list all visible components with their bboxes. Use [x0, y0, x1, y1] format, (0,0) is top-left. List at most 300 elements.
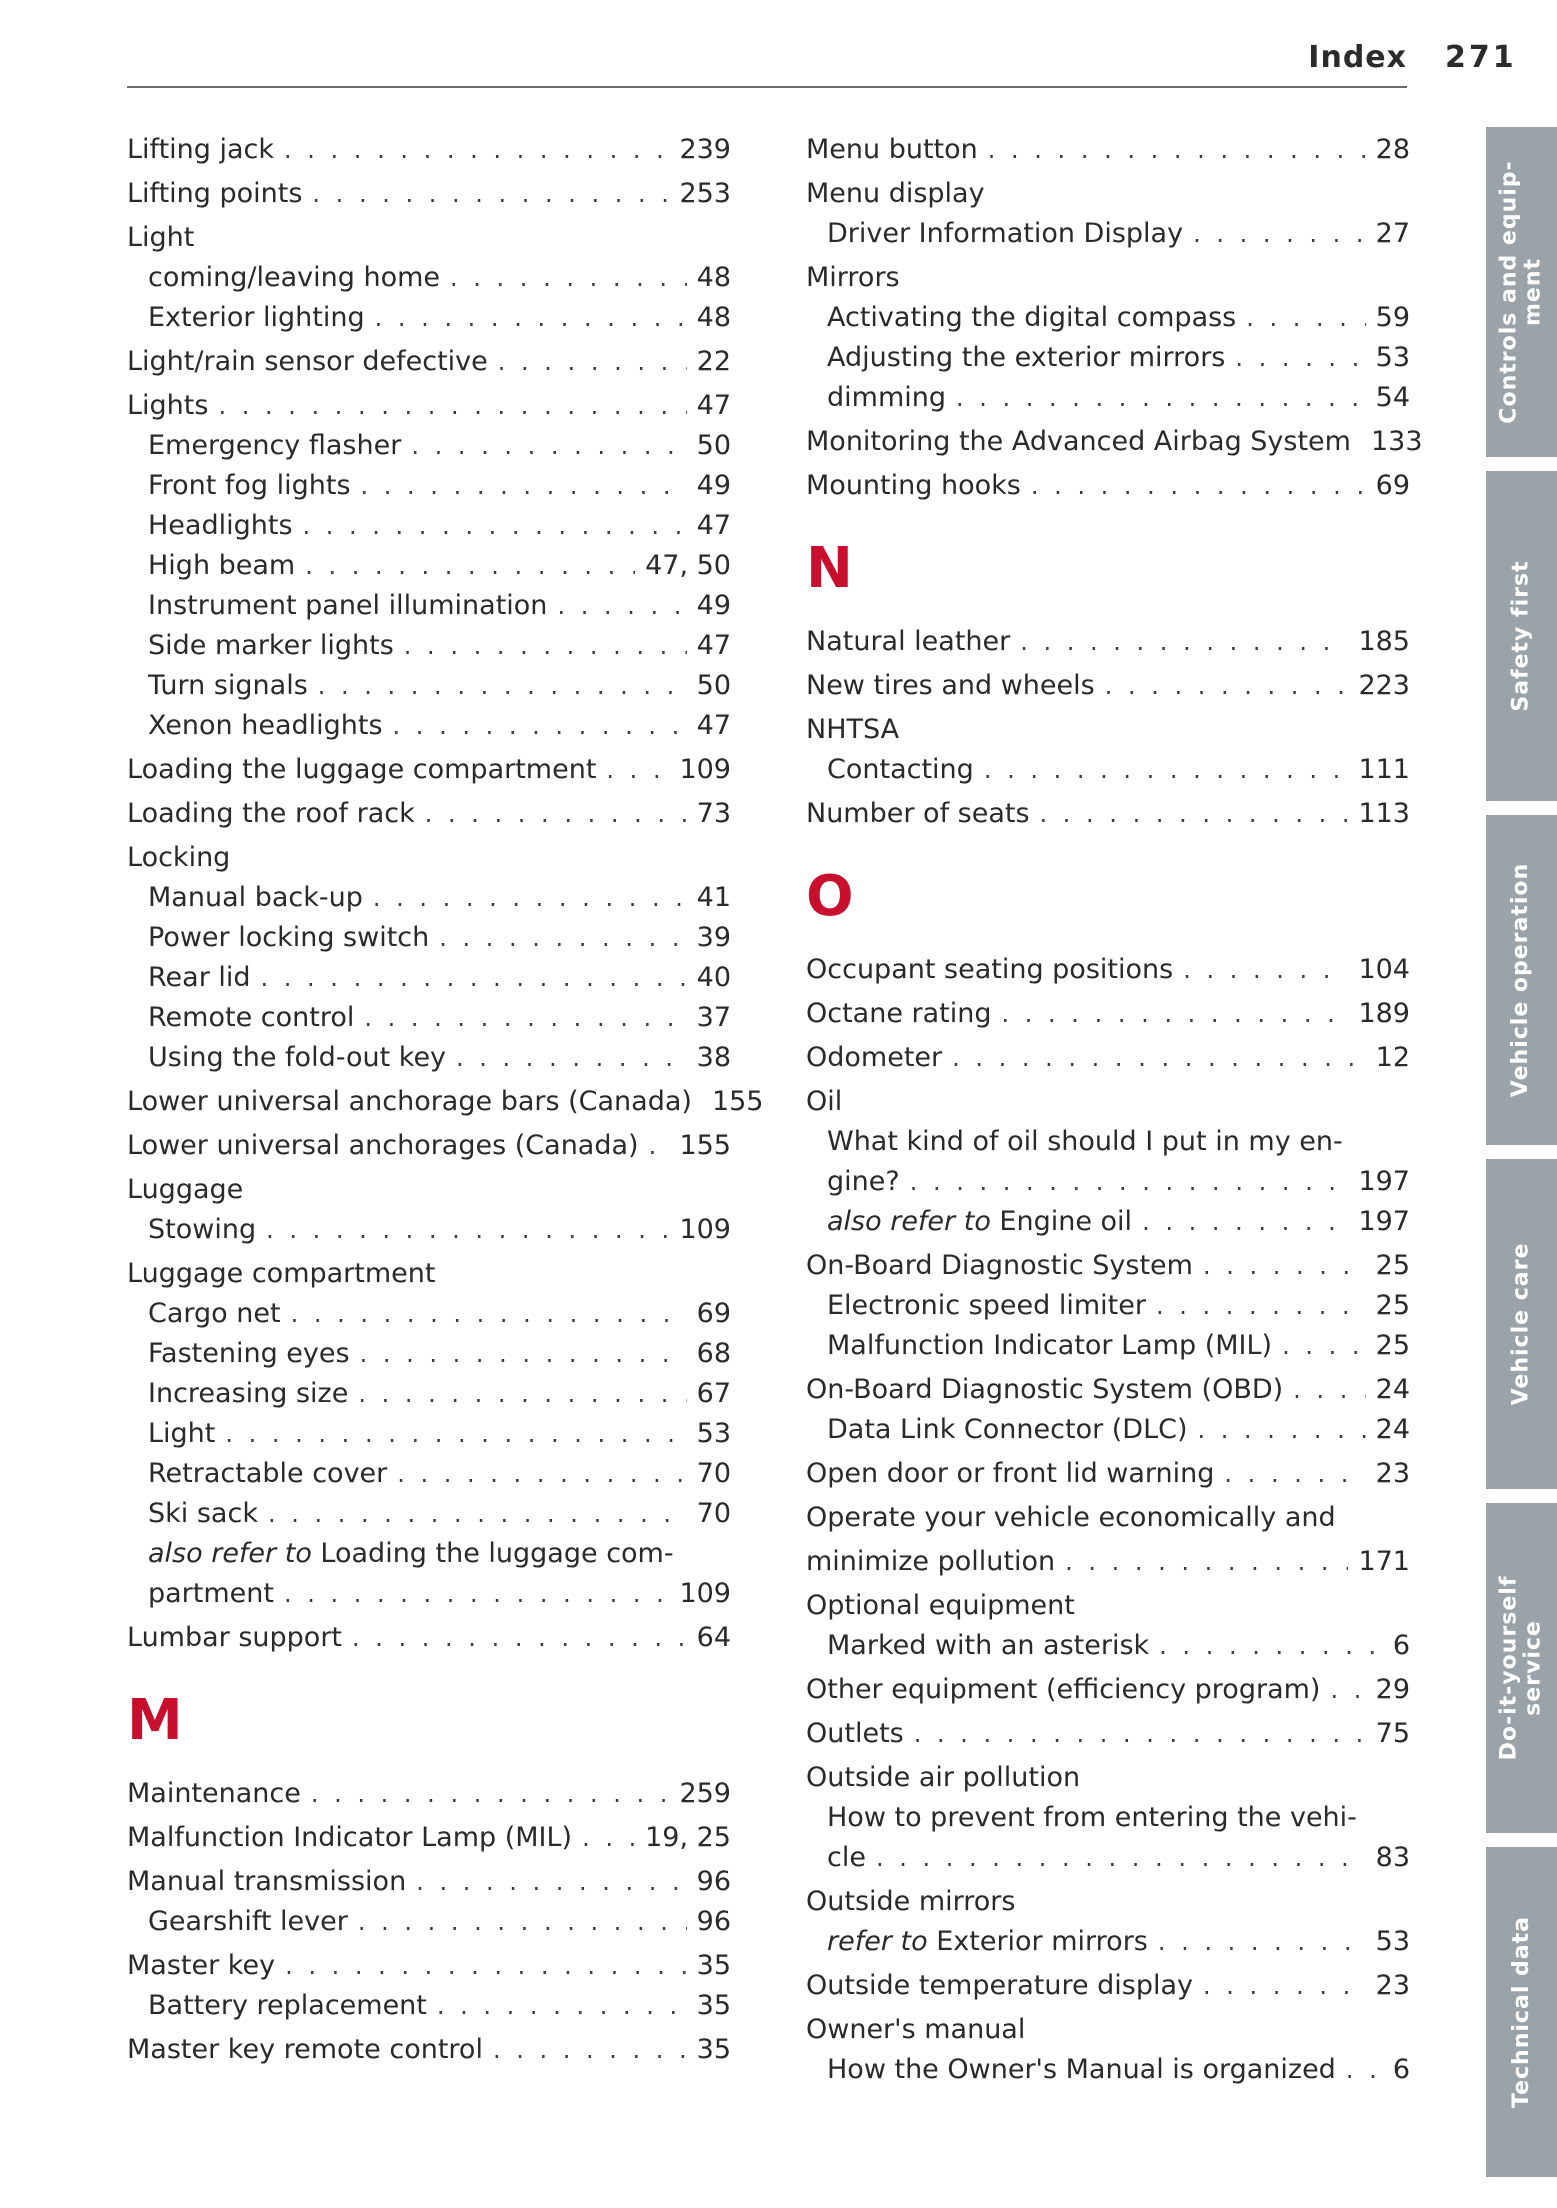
index-subentry: [127, 258, 731, 298]
index-subentry: [127, 426, 731, 466]
dot-leader: [1203, 1246, 1366, 1286]
page-reference: 24: [1375, 1414, 1410, 1445]
entry-label: On-Board Diagnostic System: [806, 1250, 1193, 1281]
entry-label: Adjusting the exterior mirrors: [827, 342, 1226, 373]
index-entry: [127, 750, 731, 790]
entry-label: refer to Exterior mirrors: [827, 1926, 1148, 1957]
page-reference: 75: [1375, 1718, 1410, 1749]
index-entry: [806, 1038, 1410, 1078]
chapter-tab-label: Controls and equip- ment: [1496, 160, 1546, 424]
dot-leader: [984, 750, 1349, 790]
dot-leader: [450, 258, 687, 298]
entry-label: coming/leaving home: [148, 262, 441, 293]
page-reference: 38: [696, 1042, 731, 1073]
page-reference: 47: [696, 390, 731, 421]
entry-label: Natural leather: [806, 626, 1011, 657]
page-reference: 23: [1375, 1970, 1410, 2001]
dot-leader: [956, 378, 1366, 418]
page-reference: 47: [696, 630, 731, 661]
entry-label: Oil: [806, 1086, 843, 1117]
entry-label: Monitoring the Advanced Airbag System: [806, 426, 1351, 457]
index-subentry: [127, 626, 731, 666]
entry-label: Fastening eyes: [148, 1338, 350, 1369]
chapter-tab-label: Vehicle operation: [1508, 862, 1534, 1098]
index-entry: [127, 794, 731, 834]
entry-label: Manual transmission: [127, 1866, 407, 1897]
page-reference: 25: [1375, 1250, 1410, 1281]
index-subentry: [806, 338, 1410, 378]
page-reference: 25: [1375, 1290, 1410, 1321]
page-reference: 19, 25: [645, 1822, 731, 1853]
entry-label: Outside temperature display: [806, 1970, 1194, 2001]
index-entry: [127, 1862, 731, 1902]
dot-leader: [1183, 950, 1348, 990]
index-subentry: [806, 1122, 1410, 1162]
index-subentry: [127, 1210, 731, 1250]
index-entry: [806, 1758, 1410, 1798]
dot-leader: [312, 174, 669, 214]
entry-label: Lower universal anchorage bars (Canada): [127, 1086, 692, 1117]
dot-leader: [1193, 214, 1366, 254]
index-entry: [127, 342, 731, 382]
page-reference: 22: [696, 346, 731, 377]
entry-label: Loading the roof rack: [127, 798, 415, 829]
page-reference: 239: [679, 134, 731, 165]
dot-leader: [393, 706, 687, 746]
dot-leader: [358, 1374, 686, 1414]
page-reference: 47: [696, 710, 731, 741]
page-reference: 109: [679, 754, 731, 785]
index-subentry: [127, 466, 731, 506]
entry-label: Locking: [127, 842, 231, 873]
entry-label: How the Owner's Manual is organized: [827, 2054, 1336, 2085]
index-column-right: [806, 126, 1423, 2090]
dot-leader: [1224, 1454, 1365, 1494]
index-subentry: [127, 1494, 731, 1534]
index-subentry: [127, 1454, 731, 1494]
entry-label: dimming: [827, 382, 946, 413]
dot-leader: [498, 342, 687, 382]
index-subentry: [127, 298, 731, 338]
chapter-tab[interactable]: [1486, 1847, 1557, 2177]
chapter-tab[interactable]: [1486, 1159, 1557, 1489]
entry-label: Maintenance: [127, 1778, 301, 1809]
dot-leader: [1031, 466, 1366, 506]
index-entry: [806, 422, 1423, 462]
entry-label: Using the fold-out key: [148, 1042, 447, 1073]
page-reference: 155: [711, 1086, 764, 1117]
page-reference: 6: [1392, 2054, 1410, 2085]
index-entry: [806, 1454, 1410, 1494]
entry-label: High beam: [148, 550, 296, 581]
dot-leader: [1235, 338, 1365, 378]
index-entry: [806, 1246, 1410, 1286]
dot-leader: [218, 386, 686, 426]
index-subentry: [127, 666, 731, 706]
index-entry: [127, 1618, 731, 1658]
dot-leader: [291, 1294, 687, 1334]
dot-leader: [493, 2030, 687, 2070]
cross-reference-prefix: also refer to: [148, 1538, 321, 1569]
entry-label: Outside air pollution: [806, 1762, 1081, 1793]
entry-label: Gearshift lever: [148, 1906, 348, 1937]
index-entry: [127, 838, 731, 878]
dot-leader: [876, 1838, 1366, 1878]
index-subentry: [806, 1838, 1410, 1878]
page-number: 271: [1445, 40, 1517, 75]
dot-leader: [1198, 1410, 1366, 1450]
index-subentry: [806, 1410, 1410, 1450]
index-entry: [806, 1882, 1410, 1922]
index-entry: [127, 218, 731, 258]
index-entry: [127, 1126, 731, 1166]
page-reference: 47, 50: [645, 550, 731, 581]
entry-label: Front fog lights: [148, 470, 351, 501]
entry-label: Data Link Connector (DLC): [827, 1414, 1188, 1445]
entry-label: Occupant seating positions: [806, 954, 1174, 985]
entry-label: Master key: [127, 1950, 276, 1981]
entry-label: Luggage compartment: [127, 1258, 436, 1289]
entry-label: Lower universal anchorages (Canada): [127, 1130, 639, 1161]
index-entry: [806, 1498, 1410, 1538]
index-entry: [806, 1370, 1410, 1410]
index-entry: [127, 1254, 731, 1294]
index-subentry: [127, 918, 731, 958]
index-subentry: [806, 378, 1410, 418]
chapter-tab-label: Safety first: [1508, 560, 1534, 712]
page-reference: 53: [1375, 1926, 1410, 1957]
index-entry: [806, 1082, 1410, 1122]
entry-label: On-Board Diagnostic System (OBD): [806, 1374, 1284, 1405]
entry-label: minimize pollution: [806, 1546, 1056, 1577]
page-reference: 67: [696, 1378, 731, 1409]
dot-leader: [268, 1494, 687, 1534]
entry-label: Stowing: [148, 1214, 257, 1245]
page-reference: 53: [696, 1418, 731, 1449]
entry-label: Power locking switch: [148, 922, 430, 953]
dot-leader: [456, 1038, 687, 1078]
entry-label: Instrument panel illumination: [148, 590, 548, 621]
dot-leader: [1346, 2050, 1383, 2090]
entry-label: New tires and wheels: [806, 670, 1095, 701]
dot-leader: [1142, 1202, 1348, 1242]
index-entry: [806, 710, 1410, 750]
dot-leader: [375, 298, 687, 338]
dot-leader: [318, 666, 687, 706]
page-reference: 59: [1375, 302, 1410, 333]
entry-label: Light: [148, 1418, 216, 1449]
index-letter-heading: O: [806, 864, 854, 929]
index-subentry: [127, 506, 731, 546]
dot-leader: [361, 466, 687, 506]
dot-leader: [439, 918, 686, 958]
entry-label: NHTSA: [806, 714, 900, 745]
section-title: Index: [1308, 40, 1407, 75]
dot-leader: [910, 1162, 1349, 1202]
page-reference: 35: [696, 1990, 731, 2021]
entry-label: Retractable cover: [148, 1458, 388, 1489]
dot-leader: [649, 1126, 670, 1166]
page-reference: 35: [696, 1950, 731, 1981]
page-reference: 73: [696, 798, 731, 829]
index-subentry: [127, 958, 731, 998]
index-subentry: [806, 1162, 1410, 1202]
entry-label: Optional equipment: [806, 1590, 1075, 1621]
index-subentry: [806, 214, 1410, 254]
index-subentry: [127, 706, 731, 746]
page-reference: 12: [1375, 1042, 1410, 1073]
entry-label: also refer to Engine oil: [827, 1206, 1133, 1237]
entry-label: partment: [148, 1578, 274, 1609]
entry-label: Owner's manual: [806, 2014, 1026, 2045]
dot-leader: [1246, 298, 1365, 338]
dot-leader: [1330, 1670, 1365, 1710]
entry-label: How to prevent from entering the vehi-: [827, 1802, 1357, 1833]
index-entry: [806, 466, 1410, 506]
index-subentry: [806, 750, 1410, 790]
dot-leader: [1002, 994, 1349, 1034]
index-entry: [127, 1774, 731, 1814]
entry-label: Open door or front lid warning: [806, 1458, 1215, 1489]
entry-label: Battery replacement: [148, 1990, 427, 2021]
dot-leader: [411, 426, 686, 466]
entry-label: Mounting hooks: [806, 470, 1021, 501]
index-subentry: [127, 1534, 731, 1574]
entry-label: cle: [827, 1842, 866, 1873]
page-header: [127, 40, 1407, 88]
chapter-tab[interactable]: [1486, 815, 1557, 1145]
dot-leader: [261, 958, 687, 998]
entry-label: Xenon headlights: [148, 710, 383, 741]
entry-label: Malfunction Indicator Lamp (MIL): [827, 1330, 1273, 1361]
index-subentry: [127, 1414, 731, 1454]
page-reference: 69: [1375, 470, 1410, 501]
entry-label: Light/rain sensor defective: [127, 346, 488, 377]
entry-label: Marked with an asterisk: [827, 1630, 1150, 1661]
dot-leader: [1158, 1922, 1366, 1962]
entry-label: Electronic speed limiter: [827, 1290, 1146, 1321]
entry-label: Loading the luggage compartment: [127, 754, 597, 785]
dot-leader: [397, 1454, 686, 1494]
chapter-tab-label: Do-it-yourself service: [1496, 1575, 1546, 1761]
page-reference: 50: [696, 670, 731, 701]
entry-label: Ski sack: [148, 1498, 258, 1529]
page-reference: 197: [1358, 1166, 1410, 1197]
page-reference: 48: [696, 302, 731, 333]
dot-leader: [1293, 1370, 1365, 1410]
dot-leader: [311, 1774, 670, 1814]
index-entry: [806, 1586, 1410, 1626]
entry-label: Lumbar support: [127, 1622, 343, 1653]
page-reference: 189: [1358, 998, 1410, 1029]
page-reference: 54: [1375, 382, 1410, 413]
page-reference: 83: [1375, 1842, 1410, 1873]
page-reference: 39: [696, 922, 731, 953]
index-entry: [806, 950, 1410, 990]
entry-label: Octane rating: [806, 998, 992, 1029]
entry-label: Operate your vehicle economically and: [806, 1502, 1336, 1533]
page-reference: 50: [696, 430, 731, 461]
entry-label: Luggage: [127, 1174, 244, 1205]
entry-label: Outside mirrors: [806, 1886, 1016, 1917]
entry-label: Light: [127, 222, 195, 253]
index-entry: [806, 994, 1410, 1034]
index-subentry: [127, 1294, 731, 1334]
page-reference: 35: [696, 2034, 731, 2065]
index-subentry: [806, 1922, 1410, 1962]
index-entry: [127, 174, 731, 214]
page-reference: 27: [1375, 218, 1410, 249]
dot-leader: [582, 1818, 635, 1858]
dot-leader: [437, 1986, 687, 2026]
entry-label: Mirrors: [806, 262, 900, 293]
index-entry: [127, 2030, 731, 2070]
entry-label: Increasing size: [148, 1378, 349, 1409]
entry-label: Contacting: [827, 754, 974, 785]
page-reference: 133: [1370, 426, 1423, 457]
index-subentry: [806, 1202, 1410, 1242]
dot-leader: [1105, 666, 1349, 706]
dot-leader: [557, 586, 686, 626]
dot-leader: [358, 1902, 687, 1942]
index-subentry: [806, 1798, 1410, 1838]
index-subentry: [806, 1286, 1410, 1326]
page-reference: 41: [696, 882, 731, 913]
dot-leader: [266, 1210, 669, 1250]
page-reference: 259: [679, 1778, 731, 1809]
page-reference: 49: [696, 470, 731, 501]
entry-label: Outlets: [806, 1718, 904, 1749]
page-reference: 47: [696, 510, 731, 541]
index-entry: [127, 1946, 731, 1986]
index-subentry: [127, 1374, 731, 1414]
chapter-tab[interactable]: [1486, 1503, 1557, 1833]
entry-label: Activating the digital compass: [827, 302, 1237, 333]
index-subentry: [806, 1626, 1410, 1666]
entry-label: Turn signals: [148, 670, 308, 701]
page-reference: 70: [696, 1498, 731, 1529]
index-subentry: [127, 1574, 731, 1614]
dot-leader: [425, 794, 687, 834]
page-reference: 29: [1375, 1674, 1410, 1705]
entry-label: Master key remote control: [127, 2034, 483, 2065]
dot-leader: [404, 626, 687, 666]
page-reference: 111: [1358, 754, 1410, 785]
index-entry: [127, 386, 731, 426]
page-reference: 69: [696, 1298, 731, 1329]
page-reference: 53: [1375, 342, 1410, 373]
page-reference: 155: [679, 1130, 731, 1161]
dot-leader: [352, 1618, 687, 1658]
index-entry: [806, 794, 1410, 834]
entry-label: Headlights: [148, 510, 293, 541]
entry-label: also refer to Loading the luggage com-: [148, 1538, 674, 1569]
index-entry: [127, 1818, 731, 1858]
entry-label: Malfunction Indicator Lamp (MIL): [127, 1822, 573, 1853]
page-reference: 28: [1375, 134, 1410, 165]
dot-leader: [1282, 1326, 1366, 1366]
dot-leader: [285, 1946, 687, 1986]
index-subentry: [127, 1334, 731, 1374]
entry-label: What kind of oil should I put in my en-: [827, 1126, 1343, 1157]
entry-label: Number of seats: [806, 798, 1030, 829]
dot-leader: [364, 998, 686, 1038]
entry-label: Side marker lights: [148, 630, 394, 661]
dot-leader: [1040, 794, 1349, 834]
index-subentry: [127, 1038, 731, 1078]
index-subentry: [806, 2050, 1410, 2090]
cross-reference-prefix: refer to: [827, 1926, 937, 1957]
dot-leader: [416, 1862, 686, 1902]
page-reference: 185: [1358, 626, 1410, 657]
dot-leader: [284, 1574, 669, 1614]
index-subentry: [127, 878, 731, 918]
page-reference: 25: [1375, 1330, 1410, 1361]
index-subentry: [127, 998, 731, 1038]
dot-leader: [1159, 1626, 1383, 1666]
index-subentry: [127, 586, 731, 626]
dot-leader: [1156, 1286, 1366, 1326]
page-reference: 113: [1358, 798, 1410, 829]
page-reference: 96: [696, 1866, 731, 1897]
index-letter-heading: N: [806, 536, 853, 601]
entry-label: Lifting jack: [127, 134, 275, 165]
index-entry: [806, 2010, 1410, 2050]
entry-label: Remote control: [148, 1002, 355, 1033]
entry-label: Manual back-up: [148, 882, 363, 913]
index-entry: [806, 130, 1410, 170]
dot-leader: [373, 878, 687, 918]
entry-label: Cargo net: [148, 1298, 281, 1329]
dot-leader: [914, 1714, 1366, 1754]
entry-label: Driver Information Display: [827, 218, 1184, 249]
dot-leader: [952, 1038, 1366, 1078]
index-entry: [806, 1670, 1410, 1710]
page-reference: 24: [1375, 1374, 1410, 1405]
index-subentry: [127, 546, 731, 586]
dot-leader: [225, 1414, 686, 1454]
page-reference: 109: [679, 1214, 731, 1245]
dot-leader: [305, 546, 635, 586]
index-entry: [127, 1082, 764, 1122]
page-reference: 64: [696, 1622, 731, 1653]
index-entry: [806, 1966, 1410, 2006]
entry-label: Lifting points: [127, 178, 303, 209]
chapter-tab-label: Vehicle care: [1508, 1242, 1534, 1406]
chapter-tab[interactable]: [1486, 471, 1557, 801]
index-subentry: [806, 298, 1410, 338]
chapter-tab[interactable]: [1486, 127, 1557, 457]
index-entry: [127, 1170, 731, 1210]
entry-label: Menu button: [806, 134, 978, 165]
index-entry: [806, 622, 1410, 662]
page-reference: 171: [1358, 1546, 1410, 1577]
index-entry: [806, 1542, 1410, 1582]
page-reference: 23: [1375, 1458, 1410, 1489]
page-reference: 68: [696, 1338, 731, 1369]
cross-reference-prefix: also refer to: [827, 1206, 1000, 1237]
entry-label: gine?: [827, 1166, 900, 1197]
page-reference: 104: [1358, 954, 1410, 985]
index-subentry: [127, 1902, 731, 1942]
index-entry: [806, 666, 1410, 706]
chapter-tab-label: Technical data: [1508, 1916, 1534, 2108]
dot-leader: [606, 750, 669, 790]
entry-label: Menu display: [806, 178, 985, 209]
page-reference: 253: [679, 178, 731, 209]
index-subentry: [806, 1326, 1410, 1366]
page-reference: 223: [1358, 670, 1410, 701]
